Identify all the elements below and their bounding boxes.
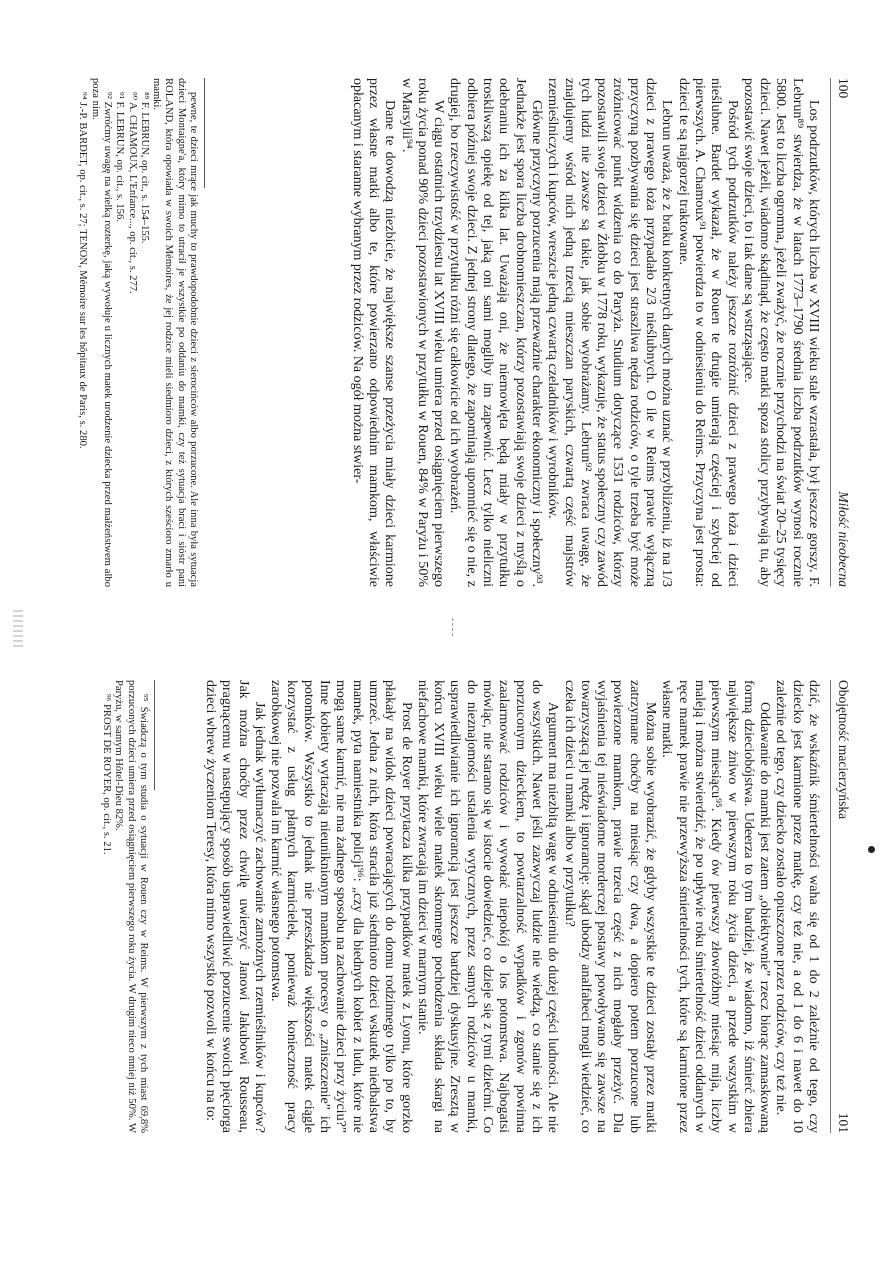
left-page xyxy=(0,0,893,625)
footnote: ⁹¹ F. LEBRUN, op. cit., s. 156. xyxy=(114,92,126,222)
paragraph: Pośród tych podrzutków należy jeszcze rozróżnić dzieci z prawego łoża i dzieci nieślubne. Bardet wykazał, że w Rouen te drugie umierają częściej i szybciej od pierwszych. A. Chamoux⁹¹ potwierdza to w odniesieniu do Reims. Przyczyna jest prosta: dzieci te są najgorzej traktowane. xyxy=(675,78,740,587)
right-running-header xyxy=(833,640,853,1263)
left-page-number: 100 xyxy=(836,78,851,99)
left-footnote-rule xyxy=(204,78,205,188)
paragraph: Oddawanie do mamki jest zatem „obiektywnie” rzecz biorąc zamaskowaną formą dzieciobójstwa. Udeerza to tym bardziej, że wiadomo, iż śmierć zbiera największe żniwo w pierwszym roku życia dzieci, a przede wszystkim w pierwszym miesiącu⁹⁵. Kiedy ów pierwszy złowróżbny miesiąc mija, liczby maleją i można stwierdzić, że po upływie roku śmiertelność dzieci oddanych w ręce mamek prawie nie przewyższa śmiertelności tych, które są karmione przez własne matki. xyxy=(659,680,773,1133)
footnote: ⁹⁰ A. CHAMOUX, L'Enfance..., op. cit., s. 277. xyxy=(126,92,138,294)
right-header-rule xyxy=(830,680,831,1133)
paragraph: Los podrzutków, których liczba w XVIII wieku stale wzrastała, był jeszcze gorszy. F. Lebrun⁸⁹ stwierdza, że w latach 1773–1790 średnia liczba podrzutków wynosi rocznie 5800. Jest to liczba ogromna, jeżeli zważyć, że rocznie przychodzi na świat 20–25 tysięcy dzieci. Nawet jeżeli, wiadomo skądinąd, że często matki spoza stolicy przybywają tu, aby pozostawić swoje dzieci, to i tak dane są wstrząsające. xyxy=(740,78,821,587)
paragraph: Lebrun uważa, że z braku konkretnych danych można uznać w przybliżeniu, iż na 1/3 dzieci z prawego łoża przypadało 2/3 nieślubnych. O ile w Reims prawie wyłączną przyczyną pozbywania się dzieci jest straszliwa nędza rodziców, o tyle trzeba być może zróżnicować punkt widzenia co do Paryża. Studium dotyczące 1531 rodziców, którzy pozostawili swoje dzieci w Żłobku w 1778 roku, wykazuje, że status społeczny czy zawód tych ludzi nie zawsze są takie, jak sobie wyobrażamy. Lebrun⁹² zwraca uwagę, że znajdujemy wśród nich jedną trzecią mieszczan paryskich, czwartą część majstrów rzemieślniczych i kupców, wreszcie jedną czwartą czeladników i wyrobników. xyxy=(545,78,675,587)
footnote: ⁹⁶ PROST DE ROYER, op. cit., s. 21. xyxy=(101,694,113,855)
footnote: ⁹⁵ Świadczą o tym studia o sytuacji w Rouen czy w Reims. W pierwszym z tych miast 69,8% porzuconych dzieci umiera przed osiągnięciem pierwszego roku życia. W drugim nieco mniej niż 50%. W Paryżu, w samym Hôtel-Dieu 82%. xyxy=(113,680,149,1133)
footnote: ⁸⁹ F. LEBRUN, op. cit., s. 154–155. xyxy=(138,92,150,244)
right-page xyxy=(0,640,893,1263)
paragraph: Argument ma niezbitą wagę w odniesieniu do dużej części ludności. Ale nie do wszystkich. Nawet jeśli zazwyczaj ludzie nie wiedzą, co stanie się z ich porzuconym dzieckiem, to powtarzalność wypadków i zgonów powinna zaalarmować rodziców i wywołać niepokój o los potomstwa. Najbogatsi mówiąc, nie starano się w istocie dowiedzieć, co dzieje się z tymi dziećmi. Co do nieznajomości ustalenia wytycznych, przez samych rodziców u mamki, usprawiedliwianie ich ignorancją jest jeszcze bardziej dyskusyjne. Zresztą w końcu XVIII wieku wiele matek skromnego pochodzenia składa skargi na niefachowe mamki, które zwracają im dzieci w marnym stanie. xyxy=(414,680,561,1133)
paragraph: Prost de Royer przytacza kilka przypadków matek z Lyonu, które gorzko płakały na widok dzieci powracających do domu rodzinnego tylko po to, by umrzeć. Jedna z nich, która straciła już siedmioro dzieci wskutek niedbalstwa mamek, pyta namiestnika policji⁹⁶: „czy dla biednych kobiet z ludu, które nie mogą same karmić, nie ma żadnego sposobu na zachowanie dzieci przy życiu?” Inne kobiety wytaczają nieuniknionym mamkom procesy o „zniszczenie” ich potomków. Wszystko to jednak nie przeszkadza większości matek ciągle korzystać z usług płatnych karmicielek, ponieważ konieczność pracy zarobkowej nie pozwala im karmić własnego potomstwa. xyxy=(268,680,414,1133)
left-header-rule xyxy=(830,78,831,587)
left-running-header xyxy=(833,0,853,625)
paragraph: Można sobie wyobrazić, że gdyby wszystkie te dzieci zostały przez matki zatrzymane choćby na miesiąc czy dwa, a dopiero potem porzucone lub powierzone mamkom, prawie trzecia część z nich mogłaby przeżyć. Dla wyjaśnienia tej nieświadome morderczej postawy powoływano się zawsze na towarzyszącą jej nędzę i ignorancję: skąd ubodzy analfabeci mogli wiedzieć, co czeka ich dzieci u mamki albo w przytułku? xyxy=(561,680,659,1133)
footnote: ⁹² Zwróćmy uwagę na wielką rozterkę, jaką wywołuje u licznych matek urodzenie dziecka przed małżeństwem albo poza nim. xyxy=(89,78,113,587)
paragraph: dzić, że wskaźnik śmiertelności waha się od 1 do 2 zależnie od tego, czy dziecko jest karmione przez matkę, czy też nie, a od 1 do 6 i nawet do 10 zależnie od tego, czy dziecko zostało opuszczone przez rodziców, czy też nie. xyxy=(773,680,821,1133)
right-footnote-rule xyxy=(154,680,155,790)
right-running-title: Obojętność macierzyńska xyxy=(836,680,851,820)
right-body-text xyxy=(202,680,821,1133)
scan-speck xyxy=(868,846,875,853)
paragraph: Jak jednak wytłumaczyć zachowanie zamożnych rzemieślników i kupców? Jak można choćby przez chwilę uwierzyć Janowi Jakubowi Rousseau, pragnącemu w następujący sposób usprawiedliwić porzucenie swoich pięciorga dzieci wbrew życzeniom Teresy, która mimo wszystko pozwoli w końcu na to: xyxy=(203,680,267,1133)
footnote: pewne, te dzieci mrące jak muchy to prawdopodobnie dzieci z sierocińców albo porzucone. Ale inna była sytuacja dzieci Montaigne'a, który mimo to utracił je wszystkie po oddaniu do mamki, czy też sytuacja braci i sióstr pani ROLAND, która opowiada w swoich Mémoires, że jej rodzice mieli siedmioro dzieci, z których sześcioro zmarło u mamki. xyxy=(151,78,199,587)
footnote: ⁹⁴ J.-P. BARDET, op. cit., s. 27; TENON, Mémoire sur les hôpitaux de Paris, s. 280. xyxy=(77,92,89,449)
paragraph: Dane te dowodzą niezbicie, że największe szanse przeżycia miały dzieci karmione przez własne matki albo te, które powierzano odpowiednim mamkom, właściwie opłacanym i staranne wybranym przez rodziców. Na ogół można stwier- xyxy=(349,78,398,587)
paragraph: W ciągu ostatnich trzydziestu lat XVIII wieku umiera przed osiągnięciem pierwszego roku życia ponad 90% dzieci pozostawionych w przytułku w Rouen, 84% w Paryżu i 50% w Marsylii⁹⁴. xyxy=(398,78,447,587)
right-page-number: 101 xyxy=(836,1112,851,1133)
binding-gutter-mark xyxy=(446,618,453,636)
left-footnotes xyxy=(76,78,199,587)
scan-smudge xyxy=(13,610,23,650)
left-running-title: Miłość nieobecna xyxy=(836,491,851,587)
paragraph: Główne przyczyny porzucenia mają przeważnie charakter ekonomiczny i społeczny⁹³. Jednakże jest spora liczba drobnomieszczan, którzy pozostawiają swoje dzieci z myślą o odebraniu ich za kilka lat. Uważają oni, że niemowlęta będą miały w przytułku troskliwszą opiekę od tej, jaką oni sami mogliby im zapewnić. Lecz tylko nieliczni odbiera później swoje dzieci. Z jednej strony dlatego, że zapominają upomnieć się o nie, z drugiej, bo rzeczywistość w przytułku różni się całkowicie od ich wyobrażeń. xyxy=(447,78,544,587)
right-footnotes xyxy=(100,680,149,1133)
left-body-text xyxy=(348,78,821,587)
